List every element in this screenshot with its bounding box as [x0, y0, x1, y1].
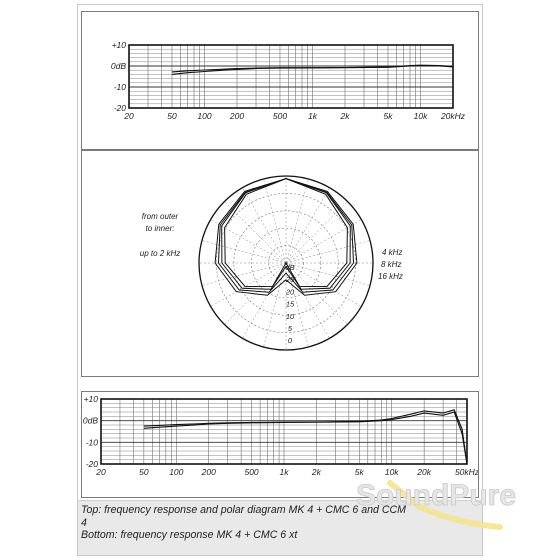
top-x-tick-label: 2k — [340, 111, 350, 121]
caption-line-2: 4 — [81, 516, 87, 529]
polar-annotation: 8 kHz — [381, 260, 402, 269]
polar-spoke — [243, 188, 287, 263]
bottom-y-tick-label: -20 — [85, 459, 98, 469]
bottom-y-tick-label: -10 — [85, 437, 98, 448]
top-y-tick-label: 0dB — [110, 61, 126, 71]
polar-annotation: from outer — [141, 212, 179, 221]
top-x-tick-label: 50 — [167, 111, 177, 121]
polar-spoke — [224, 201, 286, 263]
bottom-y-tick-label: 0dB — [82, 415, 98, 426]
top-plot-border — [129, 45, 453, 108]
polar-chart — [82, 151, 478, 376]
bottom-x-tick-label: 200 — [201, 467, 216, 477]
polar-r-tick-label: dB — [285, 263, 295, 272]
polar-spoke — [211, 263, 286, 307]
bottom-x-tick-label: 20 — [96, 467, 106, 477]
polar-spoke — [286, 263, 361, 307]
bottom-x-tick-label: 10k — [384, 467, 399, 477]
polar-r-tick-label: 20 — [285, 287, 295, 297]
polar-spoke — [286, 188, 330, 263]
polar-r-tick-label: 15 — [285, 299, 295, 309]
svg-text:SoundPure: SoundPure — [356, 479, 517, 512]
polar-spoke — [286, 263, 370, 286]
bottom-x-tick-label: 2k — [311, 467, 321, 477]
top-frequency-panel — [81, 11, 479, 150]
polar-r-tick-label: 25 — [285, 275, 295, 285]
polar-spoke — [202, 240, 286, 263]
top-x-tick-label: 5k — [383, 111, 393, 121]
top-x-tick-label: 200 — [229, 111, 245, 121]
polar-r-tick-label: 10 — [285, 311, 295, 321]
top-x-tick-label: 20 — [124, 111, 134, 121]
polar-r-tick-label: 5 — [287, 324, 293, 333]
top-y-tick-label: +10 — [111, 40, 126, 50]
caption-line-3: Bottom: frequency response MK 4 + CMC 6 xt — [81, 529, 298, 541]
bottom-series-2 — [144, 410, 467, 464]
bottom-x-tick-label: 50 — [139, 467, 149, 477]
top-x-tick-label: 20kHz — [440, 111, 466, 121]
polar-r-tick-label: 0 — [287, 336, 293, 346]
caption-line-1: Top: frequency response and polar diagram MK 4 + CMC 6 and CCM — [81, 504, 406, 516]
bottom-x-tick-label: 1k — [279, 467, 289, 477]
bottom-x-tick-label: 20k — [417, 467, 431, 477]
top-x-tick-label: 10k — [413, 111, 428, 121]
polar-spoke — [286, 201, 348, 263]
polar-annotation: to inner: — [145, 224, 175, 233]
polar-spoke — [202, 263, 286, 286]
soundpure-watermark-logo — [350, 465, 530, 535]
top-frequency-chart — [82, 12, 478, 149]
bottom-x-tick-label: 500 — [244, 467, 259, 477]
top-x-tick-label: 100 — [197, 111, 212, 121]
top-x-tick-label: 500 — [272, 111, 288, 121]
bottom-x-tick-label: 5k — [354, 467, 364, 477]
polar-annotation: 16 kHz — [378, 272, 403, 281]
polar-spoke — [263, 263, 286, 347]
polar-spoke — [286, 240, 370, 263]
top-y-tick-label: -10 — [113, 82, 126, 92]
polar-annotation: up to 2 kHz — [139, 249, 181, 258]
top-y-tick-label: -20 — [113, 103, 126, 113]
polar-annotation: 4 kHz — [382, 248, 403, 257]
polar-spoke — [286, 179, 309, 263]
top-x-tick-label: 1k — [307, 111, 317, 121]
bottom-y-tick-label: +10 — [83, 394, 98, 404]
bottom-x-tick-label: 100 — [169, 467, 184, 477]
polar-panel — [81, 150, 479, 377]
bottom-x-tick-label: 50kHz — [454, 467, 478, 477]
polar-spoke — [263, 179, 286, 263]
